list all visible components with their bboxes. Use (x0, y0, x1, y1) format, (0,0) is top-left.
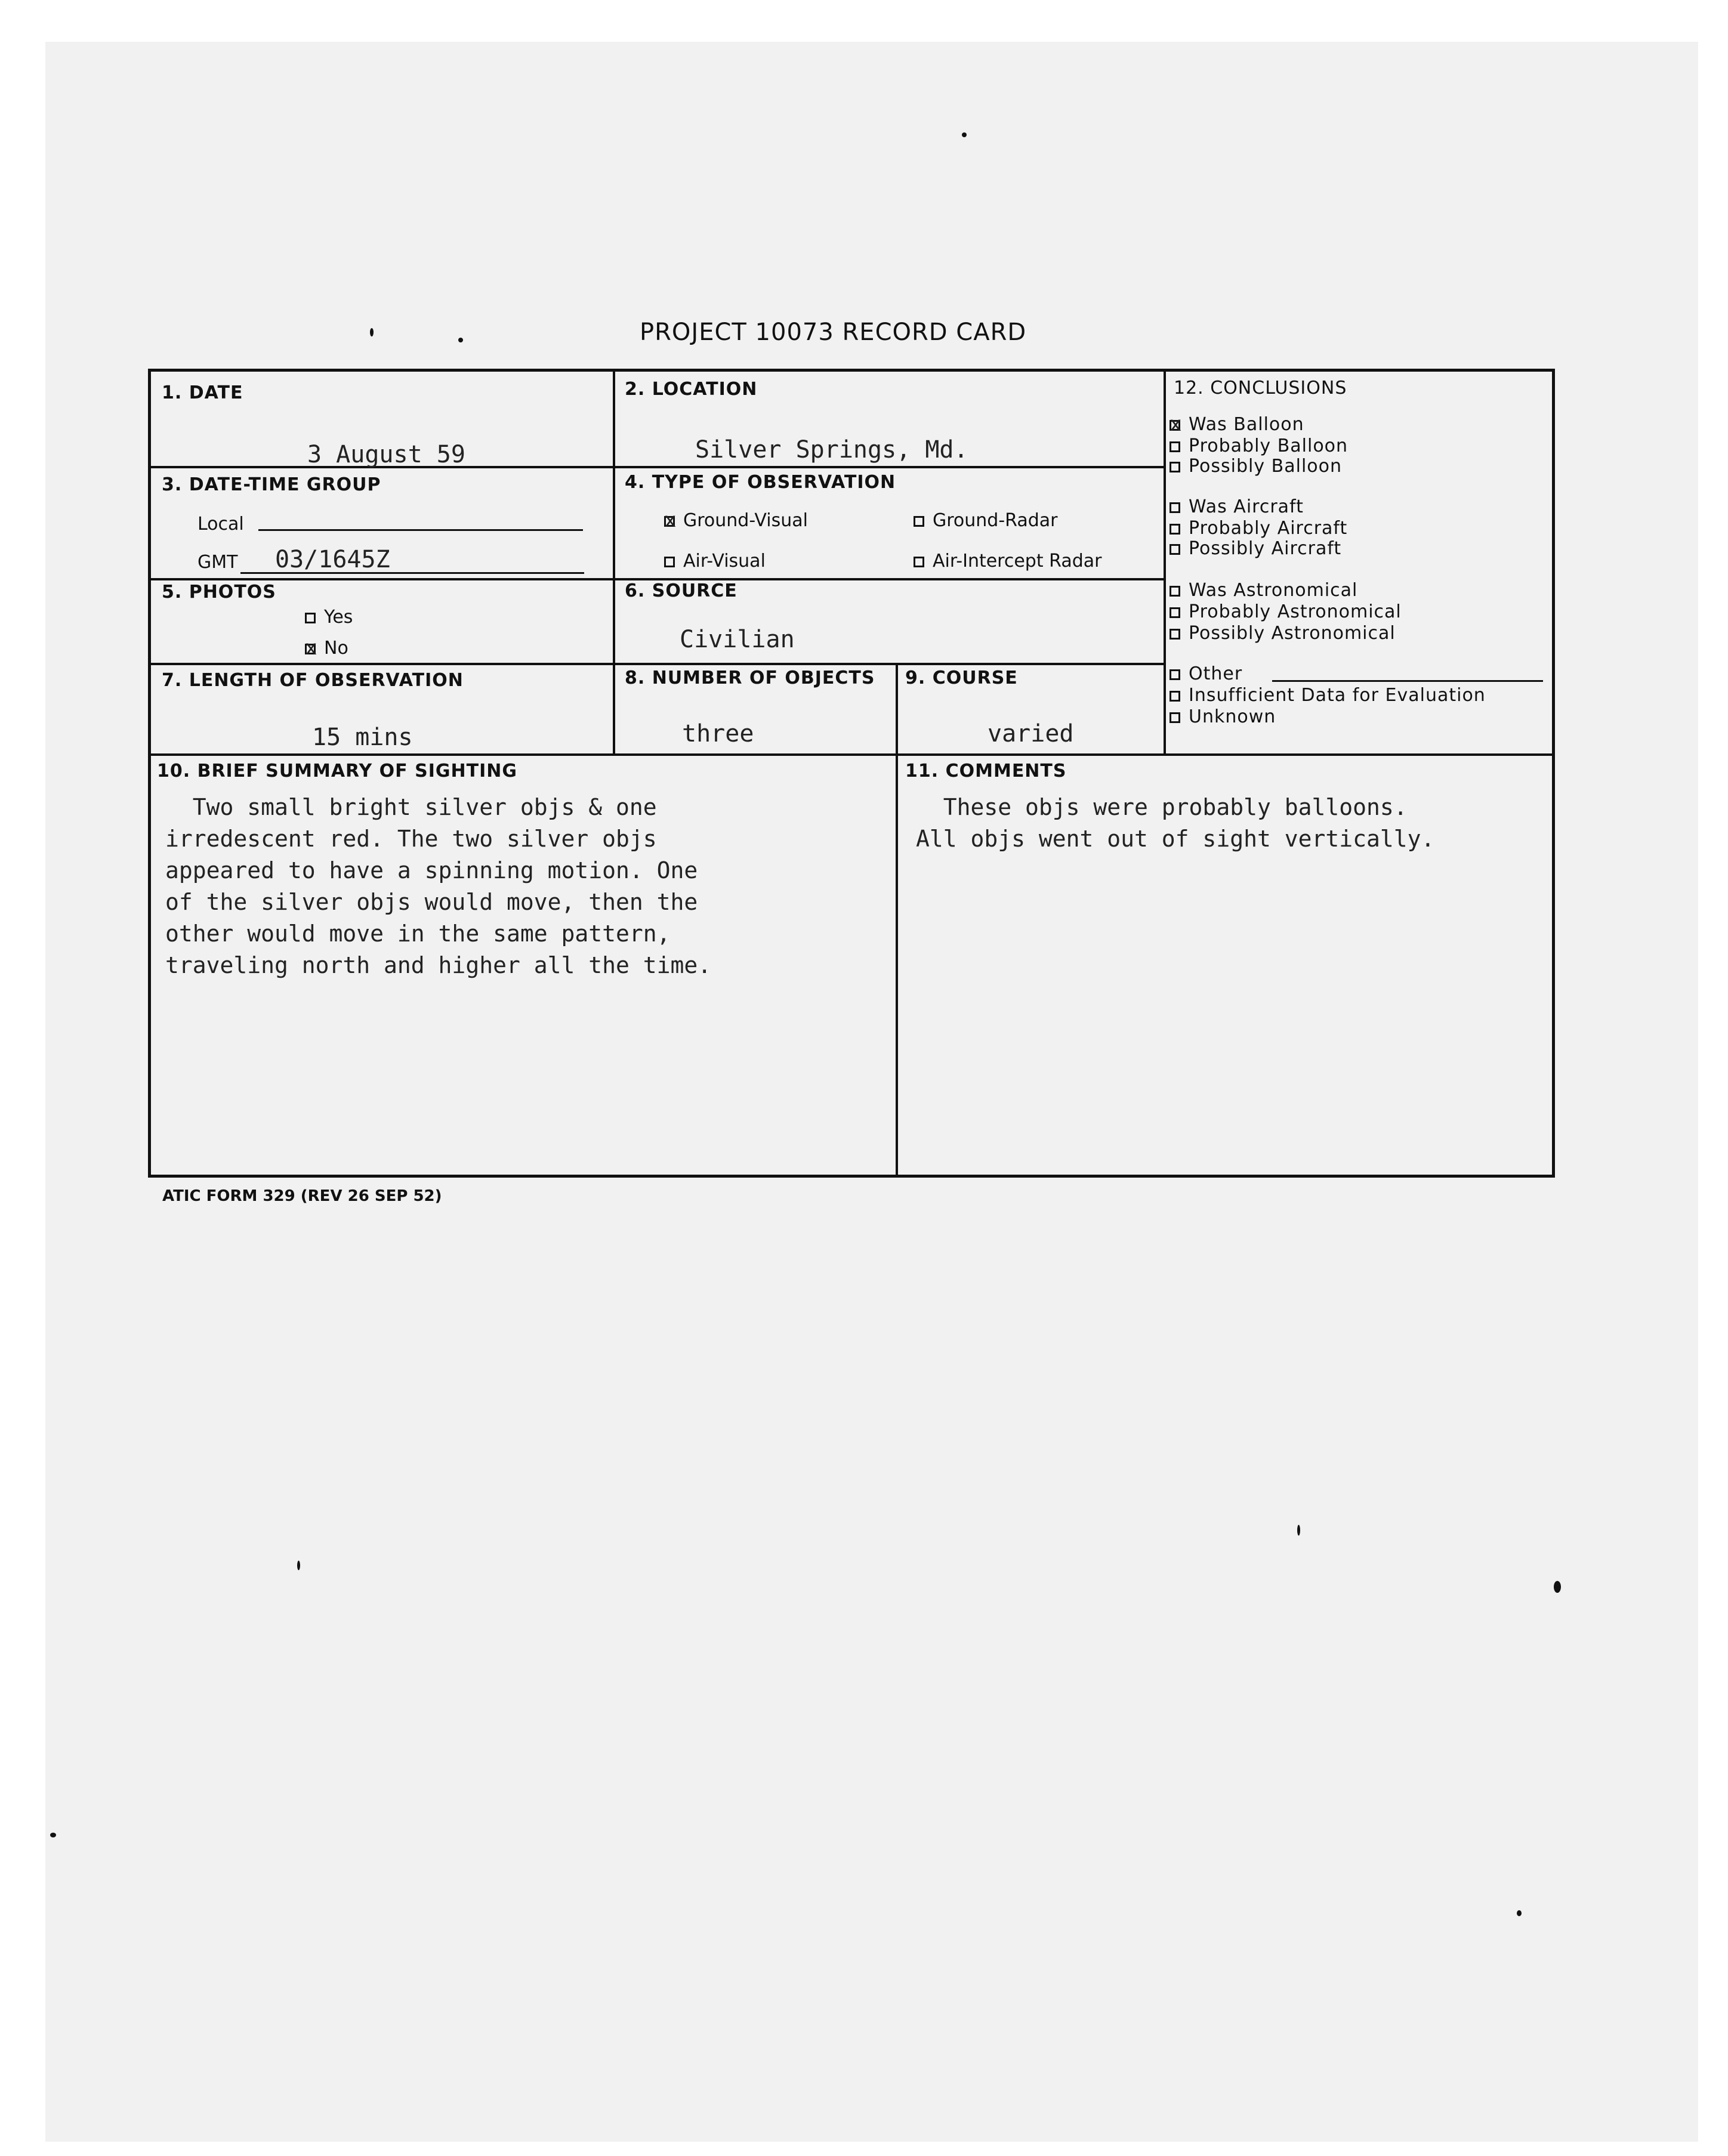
form-id: ATIC FORM 329 (REV 26 SEP 52) (162, 1187, 442, 1205)
conclusion-probably-astronomical: Probably Astronomical (1170, 601, 1402, 622)
obs-air-intercept-radar: Air-Intercept Radar (914, 551, 1101, 572)
speck (50, 1833, 56, 1837)
divider-v-3 (896, 663, 898, 1175)
photos-no: xNo (305, 638, 348, 659)
divider-v-1 (613, 372, 615, 753)
checkbox-icon (1170, 669, 1180, 680)
checkbox-icon (1170, 607, 1180, 618)
source-value: Civilian (680, 626, 795, 653)
length-of-observation-value: 15 mins (312, 724, 413, 751)
location-label: 2. LOCATION (625, 379, 758, 400)
checkbox-icon (1170, 524, 1180, 535)
divider-h-1 (151, 466, 1165, 468)
source-label: 6. SOURCE (625, 580, 738, 601)
speck (370, 328, 374, 336)
gmt-value: 03/1645Z (275, 546, 390, 573)
course-value: varied (988, 720, 1074, 748)
conclusion-probably-aircraft: Probably Aircraft (1170, 518, 1347, 539)
date-label: 1. DATE (162, 382, 243, 403)
number-of-objects-value: three (682, 720, 754, 748)
conclusion-possibly-balloon: Possibly Balloon (1170, 456, 1342, 477)
summary-label: 10. BRIEF SUMMARY OF SIGHTING (157, 761, 517, 782)
speck (962, 132, 967, 137)
checkbox-icon (1170, 420, 1180, 431)
gmt-label: GMT (198, 552, 238, 573)
photos-yes: Yes (305, 607, 353, 628)
number-of-objects-label: 8. NUMBER OF OBJECTS (625, 668, 875, 688)
conclusions-label: 12. CONCLUSIONS (1174, 378, 1347, 399)
checkbox-icon (664, 516, 675, 527)
obs-ground-radar: Ground-Radar (914, 510, 1058, 531)
conclusion-probably-balloon: Probably Balloon (1170, 435, 1348, 456)
checkbox-icon (1170, 462, 1180, 472)
conclusion-insufficient-data: Insufficient Data for Evaluation (1170, 685, 1486, 706)
summary-text: Two small bright silver objs & one irredescent red. The two silver objs appeared to have a spinning motion. One of the silver objs would move, then the other would move in the same pattern, traveling north and higher all the time. (165, 794, 712, 978)
conclusion-was-balloon: xWas Balloon (1170, 414, 1304, 435)
checkbox-icon (1170, 712, 1180, 723)
checkbox-icon (914, 557, 924, 567)
divider-h-3 (151, 663, 1165, 665)
conclusion-was-astronomical: Was Astronomical (1170, 580, 1357, 601)
location-value: Silver Springs, Md. (695, 436, 968, 464)
type-of-observation-label: 4. TYPE OF OBSERVATION (625, 472, 896, 493)
local-underline (258, 529, 583, 531)
checkbox-icon (1170, 586, 1180, 597)
checkbox-icon (1170, 629, 1180, 640)
divider-v-2 (1164, 372, 1166, 753)
date-time-group-label: 3. DATE-TIME GROUP (162, 474, 381, 495)
conclusion-unknown: Unknown (1170, 706, 1276, 727)
conclusion-possibly-astronomical: Possibly Astronomical (1170, 623, 1396, 644)
checkbox-icon (305, 644, 316, 654)
other-underline (1272, 680, 1543, 682)
speck (1297, 1525, 1300, 1536)
checkbox-icon (305, 613, 316, 623)
obs-air-visual: Air-Visual (664, 551, 766, 572)
conclusion-was-aircraft: Was Aircraft (1170, 496, 1304, 517)
card-title: PROJECT 10073 RECORD CARD (640, 319, 1027, 346)
local-label: Local (198, 514, 244, 535)
divider-h-4 (151, 753, 1552, 756)
speck (458, 338, 463, 342)
checkbox-icon (664, 557, 675, 567)
checkbox-icon (1170, 691, 1180, 702)
checkbox-icon (1170, 441, 1180, 452)
record-card (148, 369, 1555, 1178)
checkbox-icon (1170, 502, 1180, 513)
length-of-observation-label: 7. LENGTH OF OBSERVATION (162, 670, 464, 691)
photos-label: 5. PHOTOS (162, 582, 276, 603)
comments-text: These objs were probably balloons. All objs went out of sight vertically. (916, 794, 1435, 852)
checkbox-icon (914, 516, 924, 527)
conclusion-other: Other (1170, 663, 1242, 684)
comments-label: 11. COMMENTS (905, 761, 1067, 782)
course-label: 9. COURSE (905, 668, 1018, 688)
speck (1517, 1910, 1522, 1916)
conclusion-possibly-aircraft: Possibly Aircraft (1170, 538, 1341, 559)
speck (297, 1561, 300, 1570)
date-value: 3 August 59 (307, 441, 465, 468)
checkbox-icon (1170, 544, 1180, 555)
obs-ground-visual: xGround-Visual (664, 510, 808, 531)
speck (1554, 1581, 1561, 1593)
